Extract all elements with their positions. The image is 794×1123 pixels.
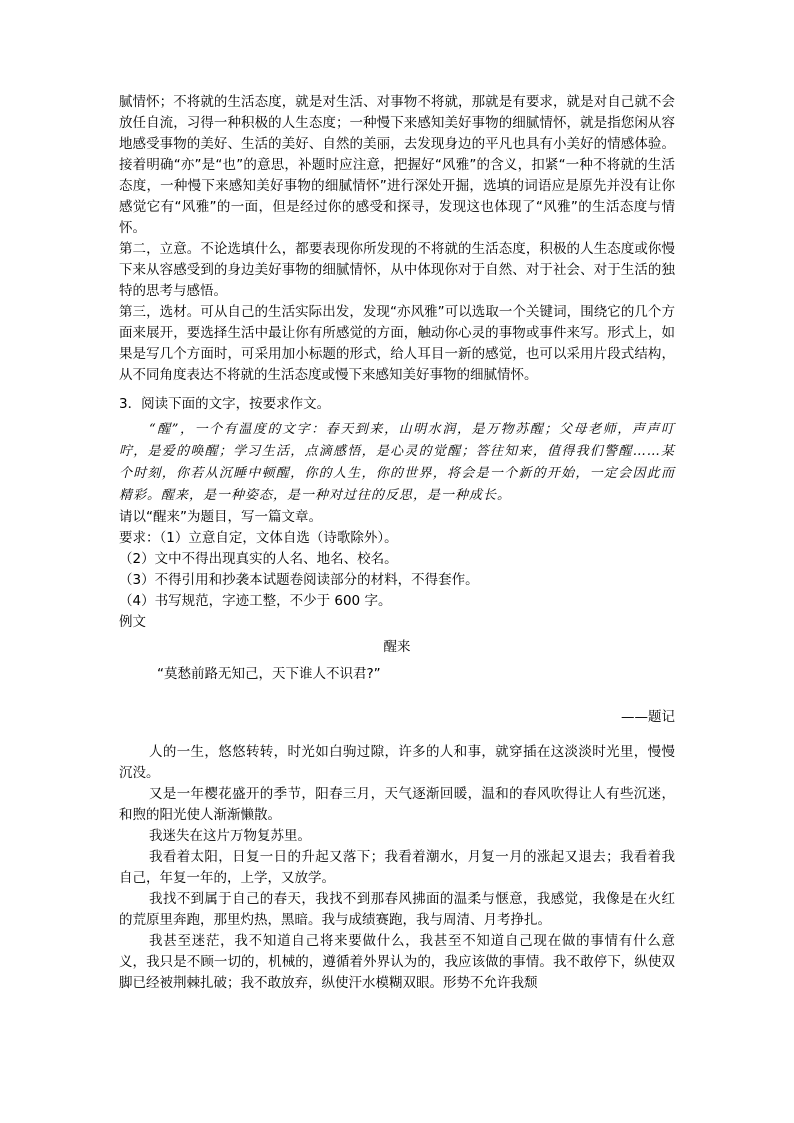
- essay-epigraph: “莫愁前路无知己，天下谁人不识君?”: [157, 666, 381, 682]
- essay-paragraph: 又是一年樱花盛开的季节，阳春三月，天气逐渐回暖，温和的春风吹得让人有些沉迷，和煦的阳光使人渐渐懒散。: [119, 785, 675, 823]
- question-material: “醒”，一个有温度的文字：春天到来，山明水润，是万物苏醒；父母老师，声声叮咛，是爱的唤醒；学习生活，点滴感悟，是心灵的觉醒；答往知来，值得我们警醒……某个时刻，你若从沉睡中顿醒，你的人生，你的世界，将会是一个新的开始，一定会因此而精彩。醒来，是一种姿态，是一种对过往的反思，是一种成长。: [119, 422, 675, 503]
- analysis-paragraph-2: 第二，立意。不论选填什么，都要表现你所发现的不将就的生活态度，积极的人生态度或你慢下来从容感受到的身边美好事物的细腻情怀，从中体现你对于自然、对于社会、对于生活的独特的思考与感悟。: [119, 241, 675, 299]
- essay-paragraph: 人的一生，悠悠转转，时光如白驹过隙，许多的人和事，就穿插在这淡淡时光里，慢慢沉没。: [119, 743, 675, 781]
- essay-paragraph: 我找不到属于自己的春天，我找不到那春风拂面的温柔与惬意，我感觉，我像是在火红的荒原里奔跑，那里灼热，黑暗。我与成绩赛跑，我与周清、月考挣扎。: [119, 890, 675, 928]
- requirement-3: （3）不得引用和抄袭本试题卷阅读部分的材料，不得套作。: [119, 572, 479, 588]
- essay-paragraph: 我迷失在这片万物复苏里。: [149, 827, 311, 844]
- essay-paragraph: 我看着太阳，日复一日的升起又落下；我看着潮水，月复一月的涨起又退去；我看着我自己，年复一年的，上学，又放学。: [119, 848, 675, 886]
- requirement-4: （4）书写规范，字迹工整，不少于 600 字。: [119, 593, 392, 609]
- essay-body: [119, 742, 675, 994]
- requirement-1: 要求：（1）立意自定，文体自选（诗歌除外）。: [119, 530, 398, 546]
- example-label: 例文: [119, 614, 146, 630]
- question-heading: 3．阅读下面的文字，按要求作文。: [119, 396, 331, 412]
- essay-paragraph: 我甚至迷茫，我不知道自己将来要做什么，我甚至不知道自己现在做的事情有什么意义，我只是不顾一切的，机械的，遵循着外界认为的，我应该做的事情。我不敢停下，纵使双脚已经被荆棘扎破；我不敢放弃，纵使汗水模糊双眼。形势不允许我颓: [119, 932, 675, 991]
- essay-title: 醒来: [383, 639, 411, 655]
- analysis-paragraph-3: 第三，选材。可从自己的生活实际出发，发现“亦风雅”可以选取一个关键词，围绕它的几个方面来展开，要选择生活中最让你有所感觉的方面，触动你心灵的事物或事件来写。形式上，如果是写几个方面时，可采用加小标题的形式，给人耳目一新的感觉，也可以采用片段式结构，从不同角度表达不将就的生活态度或慢下来感知美好事物的细腻情怀。: [119, 304, 675, 383]
- requirement-2: （2）文中不得出现真实的人名、地名、校名。: [119, 551, 398, 567]
- analysis-paragraph-1: 腻情怀；不将就的生活态度，就是对生活、对事物不将就，那就是有要求，就是对自己就不会放任自流，习得一种积极的人生态度；一种慢下来感知美好事物的细腻情怀，就是指您闲从容地感受事物的美好、生活的美好、自然的美丽，去发现身边的平凡也具有小美好的情感体验。接着明确“亦”是“也”的意思，补题时应注意，把握好“风雅”的含义，扣紧“一种不将就的生活态度，一种慢下来感知美好事物的细腻情怀”进行深处开掘，选填的词语应是原先并没有让你感觉它有“风雅”的一面，但是经过你的感受和探寻，发现这也体现了“风雅”的生活态度与情怀。: [119, 94, 675, 236]
- document-page: [119, 92, 675, 994]
- question-prompt: 请以“醒来”为题目，写一篇文章。: [119, 509, 322, 525]
- essay-epigraph-signature: ——题记: [621, 709, 675, 725]
